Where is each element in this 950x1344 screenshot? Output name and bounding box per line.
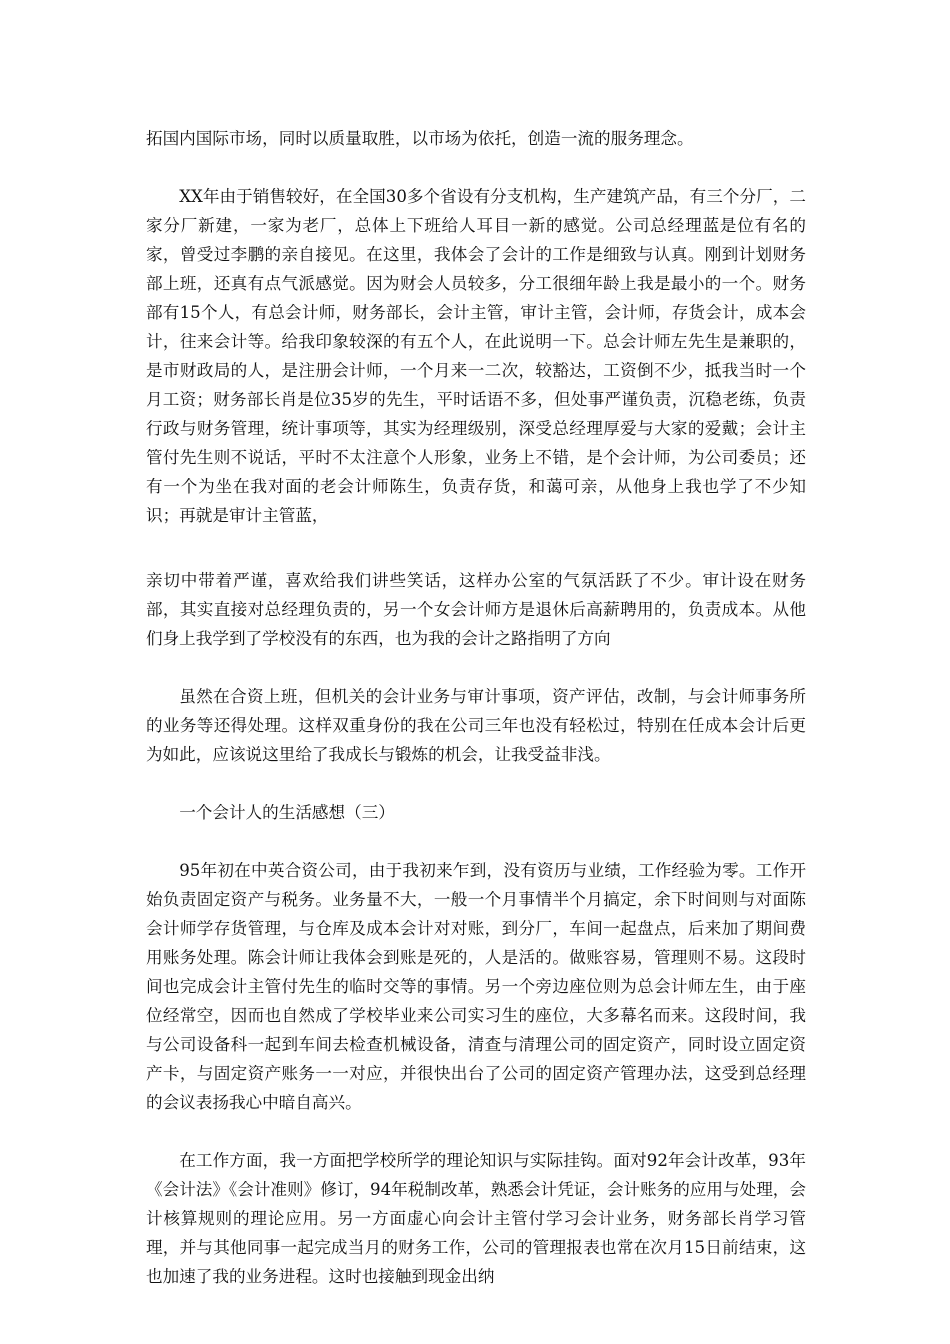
- paragraph-early-work: 95年初在中英合资公司，由于我初来乍到，没有资历与业绩，工作经验为零。工作开始负责固定资产与税务。业务量不大，一般一个月事情半个月搞定，余下时间则与对面陈会计师学存货管理，与仓库及成本会计对对账，到分厂，车间一起盘点，后来加了期间费用账务处理。陈会计师让我体会到账是死的，人是活的。做账容易，管理则不易。这段时间也完成会计主管付先生的临时交等的事情。另一个旁边座位则为总会计师左生，由于座位经常空，因而也自然成了学校毕业来公司实习生的座位，大多幕名而来。这段时间，我与公司设备科一起到车间去检查机械设备，清查与清理公司的固定资产，同时设立固定资产卡，与固定资产账务一一对应，并很快出台了公司的固定资产管理办法，这受到总经理的会议表扬我心中暗自高兴。: [146, 861, 806, 1112]
- text-block-bottom: [146, 566, 806, 1291]
- paragraph-dual-identity: 虽然在合资上班，但机关的会计业务与审计事项，资产评估，改制，与会计师事务所的业务等还得处理。这样双重身份的我在公司三年也没有轻松过，特别在任成本会计后更为如此，应该说这里给了我成长与锻炼的机会，让我受益非浅。: [146, 687, 806, 764]
- section-heading: 一个会计人的生活感想（三）: [179, 803, 395, 822]
- paragraph-continuation: 拓国内国际市场，同时以质量取胜，以市场为依托，创造一流的服务理念。: [146, 129, 694, 148]
- paragraph-audit-supervisor: 亲切中带着严谨，喜欢给我们讲些笑话，这样办公室的气氛活跃了不少。审计设在财务部，其实直接对总经理负责的，另一个女会计师方是退休后高薪聘用的，负责成本。从他们身上我学到了学校没有的东西，也为我的会计之路指明了方向: [146, 571, 806, 648]
- paragraph-work-aspects: 在工作方面，我一方面把学校所学的理论知识与实际挂钩。面对92年会计改革，93年《会计法》《会计准则》修订，94年税制改革，熟悉会计凭证，会计账务的应用与处理，会计核算规则的理论应用。另一方面虚心向会计主管付学习会计业务，财务部长肖学习管理，并与其他同事一起完成当月的财务工作，公司的管理报表也常在次月15日前结束，这也加速了我的业务进程。这时也接触到现金出纳: [146, 1151, 806, 1286]
- text-block-top: [146, 124, 806, 530]
- paragraph-company-overview: XX年由于销售较好，在全国30多个省设有分支机构，生产建筑产品，有三个分厂，二家分厂新建，一家为老厂，总体上下班给人耳目一新的感觉。公司总经理蓝是位有名的家，曾受过李鹏的亲自接见。在这里，我体会了会计的工作是细致与认真。刚到计划财务部上班，还真有点气派感觉。因为财会人员较多，分工很细年龄上我是最小的一个。财务部有15个人，有总会计师，财务部长，会计主管，审计主管，会计师，存货会计，成本会计，往来会计等。给我印象较深的有五个人，在此说明一下。总会计师左先生是兼职的，是市财政局的人，是注册会计师，一个月来一二次，较豁达，工资倒不少，抵我当时一个月工资；财务部长肖是位35岁的先生，平时话语不多，但处事严谨负责，沉稳老练，负责行政与财务管理，统计事项等，其实为经理级别，深受总经理厚爱与大家的爱戴；会计主管付先生则不说话，平时不太注意个人形象，业务上不错，是个会计师，为公司委员；还有一个为坐在我对面的老会计师陈生，负责存货，和蔼可亲，从他身上我也学了不少知识；再就是审计主管蓝，: [146, 187, 806, 525]
